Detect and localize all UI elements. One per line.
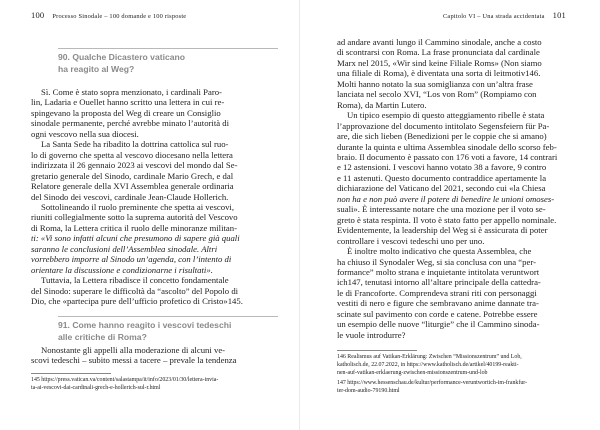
- text-line: Evidentemente, la leadership del Weg si è assicurata di poter: [337, 225, 548, 236]
- text-line: riuniti collegialmente sotto la suprema autorità del Vescovo: [31, 212, 238, 223]
- text-line: Sottolineando il ruolo preminente che spetta ai vescovi,: [41, 201, 235, 212]
- footnotes-146-147: [337, 353, 527, 395]
- text-line: orientare la discussione e condizionarne i risultati».: [31, 264, 213, 275]
- text-line: e 11 astenuti. Questo documento contraddice apertamente la: [337, 172, 547, 183]
- text-line: La Santa Sede ha ribadito la dottrina cattolica sul ruo-: [41, 139, 229, 150]
- text-line: controllare i vescovi tedeschi uno per uno.: [337, 235, 485, 246]
- text-line: del Sinodo: superare le difficoltà da “ascolto” del Popolo di: [31, 285, 239, 296]
- text-line: sinodale permanente, perché avrebbe minato l’autorità di: [31, 118, 230, 129]
- text-line: lo di governo che spetta al vescovo diocesano nella lettera: [31, 149, 233, 160]
- text-line: lanciata nel secolo XVI, “Los von Rom” (Rompiamo con: [337, 89, 537, 100]
- text-line: formance” molto strana e inquietante intitolata veruntwort: [337, 266, 540, 277]
- text-line: spingevano la proposta del Weg di creare un Consiglio: [31, 107, 221, 118]
- text-line: braio. Il documento è passato con 176 voti a favore, 14 contrari: [337, 151, 558, 162]
- footnote-line: katholisch.de, 22.07.2022, in https://www.katholisch.de/artikel/40199-reakti-: [337, 362, 519, 368]
- text-line: saranno le conclusioni dell’Assemblea sinodale. Altri: [31, 243, 218, 254]
- right-body-text: [337, 37, 585, 340]
- text-line: Un tipico esempio di questo atteggiamento ribelle è stata: [347, 110, 545, 121]
- left-running-head: [31, 10, 186, 20]
- question-90-heading: [58, 48, 278, 75]
- text-line: suali». È interessante notare che una mozione per il voto se-: [337, 204, 546, 215]
- footnote-line: 147 https://www.hessenschau.de/kultur/performance-veruntwortich-im-frankfur-: [337, 380, 528, 386]
- text-line: durante la quinta e ultima Assemblea sinodale dello scorso feb-: [337, 141, 557, 152]
- right-running-head: [443, 10, 566, 20]
- text-line: ha chiuso il Synodaler Weg, si sia conclusa con una “per-: [337, 256, 536, 267]
- question-90-title-line: ha reagito al Weg?: [58, 63, 135, 74]
- text-line: Tuttavia, la Lettera ribadisce il concetto fondamentale: [41, 275, 229, 286]
- text-line: greto è stata respinta. Il voto è stato fatto per appello nominale.: [337, 214, 557, 225]
- footnote-separator: [337, 350, 417, 351]
- text-line: scovi tedeschi – subito messi a tacere – prevale la tendenza: [31, 355, 237, 366]
- text-line: È inoltre molto indicativo che questa Assemblea, che: [347, 246, 532, 257]
- text-line: gretario generale del Sinodo, cardinale Mario Grech, e dal: [31, 170, 234, 181]
- text-line: un esempio delle nuove “liturgie” che il Cammino sinoda-: [337, 319, 540, 330]
- footnote-line: ta-ai-vescovi-dai-cardinali-grech-e-hollerich-sul-r.html: [31, 385, 161, 391]
- text-line: Dio, che «partecipa pure dell’ufficio profetico di Cristo»145.: [31, 296, 243, 307]
- text-line: l’approvazione del documento intitolato Segensfeiern für Pa-: [337, 120, 550, 131]
- text-line: indirizzata il 26 gennaio 2023 ai vescovi del mondo dal Se-: [31, 160, 238, 171]
- text-line: scinate sul pavimento con corde e catene. Potrebbe essere: [337, 308, 538, 319]
- right-page: [300, 0, 600, 430]
- right-page-number: 101: [552, 10, 566, 20]
- footnote-line: ter-dom-audio-79190.html: [337, 388, 400, 394]
- question-91-title-line: 91. Come hanno reagito i vescovi tedeschi: [58, 320, 232, 330]
- left-page-number: 100: [31, 10, 45, 20]
- text-line: dichiarazione del Vaticano del 2021, secondo cui «la Chiesa: [337, 183, 546, 194]
- text-line: vestiti di nero e figure che sembravano anime dannate tra-: [337, 298, 539, 309]
- text-line: le vuole introdurre?: [337, 329, 406, 340]
- text-line: e 12 astensioni. I vescovi hanno votato 38 a favore, 9 contro: [337, 162, 547, 173]
- text-line: Roma), da Martin Lutero.: [337, 99, 427, 110]
- text-line: ti: «Vi sono infatti alcuni che presumono di sapere già quali: [31, 233, 240, 244]
- text-line: ad andare avanti lungo il Cammino sinodale, anche a costo: [337, 37, 542, 47]
- footnote-line: 146 Realismus auf Vatikan-Erklärung: Zwischen “Missionszentrum” und Lob,: [337, 354, 522, 360]
- text-line: le di Francoforte. Comprendeva strani riti con personaggi: [337, 287, 537, 298]
- footnote-line: 145 https://press.vatican.va/content/salastampa/it/info/2023/01/30/lettera-invia-: [31, 377, 219, 383]
- text-line: di Roma, la Lettera critica il ruolo delle minoranze militan-: [31, 222, 238, 233]
- footnote-line: nen-auf-vatikan-erklaerung-zwischen-missionszentrum-und-lob: [337, 370, 488, 376]
- text-line: Molti hanno notato la sua somiglianza con un’altra frase: [337, 78, 533, 89]
- right-running-head-title: Capitolo VI – Una strada accidentata: [442, 13, 545, 20]
- question-90-title-line: 90. Qualche Dicastero vaticano: [58, 52, 186, 62]
- text-line: del Sinodo dei vescovi, cardinale Jean-Claude Hollerich.: [31, 191, 229, 202]
- text-line: Nonostante gli appelli alla moderazione di alcuni ve-: [41, 345, 226, 355]
- text-line: Sì. Come è stato sopra menzionato, i cardinali Paro-: [41, 87, 222, 97]
- text-line: Marx nel 2015, «Wir sind keine Filiale Roms» (Non siamo: [337, 57, 542, 68]
- text-line: ich147, tenutasi intorno all’altare principale della cattedra-: [337, 277, 541, 288]
- footnote-separator: [31, 373, 111, 374]
- question-91-title-line: alle critiche di Roma?: [58, 331, 147, 342]
- text-line: ogni vescovo nella sua diocesi.: [31, 128, 139, 139]
- left-running-head-title: Processo Sinodale – 100 domande e 100 risposte: [52, 13, 187, 20]
- footnote-145: [31, 376, 218, 392]
- text-line: non ha e non può avere il potere di benedire le unioni omoses-: [337, 193, 555, 204]
- left-body-text-2: [31, 345, 279, 366]
- left-body-text-1: [31, 87, 279, 307]
- text-line: are, die sich lieben (Benedizioni per le coppie che si amano): [337, 131, 547, 142]
- question-91-heading: [58, 316, 278, 343]
- text-line: una filiale di Roma), è diventata una sorta di leitmotiv146.: [337, 68, 541, 79]
- text-line: vorrebbero imporre al Sinodo un’agenda, con l’intento di: [31, 254, 232, 265]
- text-line: lin, Ladaria e Ouellet hanno scritto una lettera in cui re-: [31, 97, 225, 108]
- text-line: di scontrarsi con Roma. La frase pronunciata dal cardinale: [337, 47, 540, 58]
- text-line: Relatore generale della XVI Assemblea generale ordinaria: [31, 181, 234, 192]
